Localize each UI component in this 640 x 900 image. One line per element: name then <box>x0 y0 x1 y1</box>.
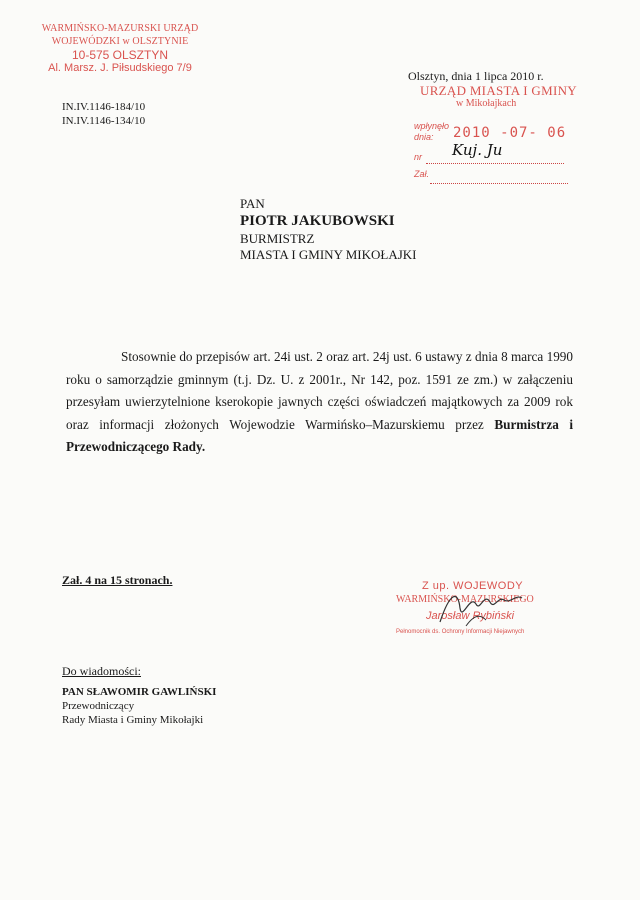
received-nr-label: nr <box>414 152 423 162</box>
reference-numbers <box>62 100 145 128</box>
sender-stamp-line2: WOJEWÓDZKI w OLSZTYNIE <box>51 36 189 47</box>
sender-stamp-line1: WARMIŃSKO-MAZURSKI URZĄD <box>41 23 199 34</box>
letter-paragraph <box>66 346 573 459</box>
cc-body: Rady Miasta i Gminy Mikołajki <box>62 714 204 726</box>
addressee-office: MIASTA I GMINY MIKOŁAJKI <box>240 247 417 262</box>
signature-stamp-name: Jarosław Rybiński <box>426 610 515 622</box>
signature-stamp-line2: WARMIŃSKO-MAZURSKIEGO <box>396 594 534 605</box>
addressee-salutation: PAN <box>240 196 265 211</box>
received-label: wpłynęło <box>414 121 450 131</box>
addressee-title: BURMISTRZ <box>240 231 315 246</box>
signature-stamp <box>396 580 586 650</box>
signature-stamp-line1: Z up. WOJEWODY <box>422 580 524 592</box>
received-stamp <box>408 83 578 193</box>
letter-body-text: Stosownie do przepisów art. 24i ust. 2 oraz art. 24j ust. 6 ustawy z dnia 8 marca 1990 roku o samorządzie gminnym (t.j. Dz. U. z 2001r., Nr 142, poz. 1591 ze zm.) w załączeniu przesyłam uwierzytelnione kserokopie jawnych części oświadczeń majątkowych za 2009 rok oraz informacji złożonych Wojewodzie Warmińsko–Mazurskiemu przez <box>66 349 573 432</box>
letter-body <box>66 346 573 459</box>
attachment-note: Zał. 4 na 15 stronach. <box>62 573 173 587</box>
date-line: Olsztyn, dnia 1 lipca 2010 r. <box>408 69 544 83</box>
sender-stamp-line3: 10-575 OLSZTYN <box>71 48 169 62</box>
received-stamp-subtitle: w Mikołajkach <box>456 98 517 109</box>
sender-stamp <box>40 22 200 75</box>
cc-heading: Do wiadomości: <box>62 664 141 678</box>
reference-number: IN.IV.1146-134/10 <box>62 115 146 127</box>
handwritten-signature-icon <box>436 582 526 630</box>
signature-stamp-role: Pełnomocnik ds. Ochrony Informacji Niejawnych <box>396 629 525 635</box>
cc-name: PAN SŁAWOMIR GAWLIŃSKI <box>62 686 217 698</box>
received-zal-dots <box>430 183 568 184</box>
received-date-value: 2010 -07- 06 <box>453 125 567 141</box>
addressee-name: PIOTR JAKUBOWSKI <box>240 213 395 229</box>
cc-role: Przewodniczący <box>62 700 135 712</box>
addressee-block <box>240 196 417 263</box>
received-date-label: dnia: <box>414 132 434 142</box>
received-nr-handwritten: Kuj. Ju <box>452 141 503 159</box>
letter-body-bold: Burmistrza i Przewodniczącego Rady. <box>66 416 573 454</box>
sender-stamp-line4: Al. Marsz. J. Piłsudskiego 7/9 <box>48 62 192 74</box>
cc-block <box>62 685 216 727</box>
received-nr-dots <box>426 163 564 164</box>
received-stamp-title: URZĄD MIASTA I GMINY <box>420 83 577 98</box>
reference-number: IN.IV.1146-184/10 <box>62 101 146 113</box>
received-zal-label: Zał. <box>414 169 430 179</box>
